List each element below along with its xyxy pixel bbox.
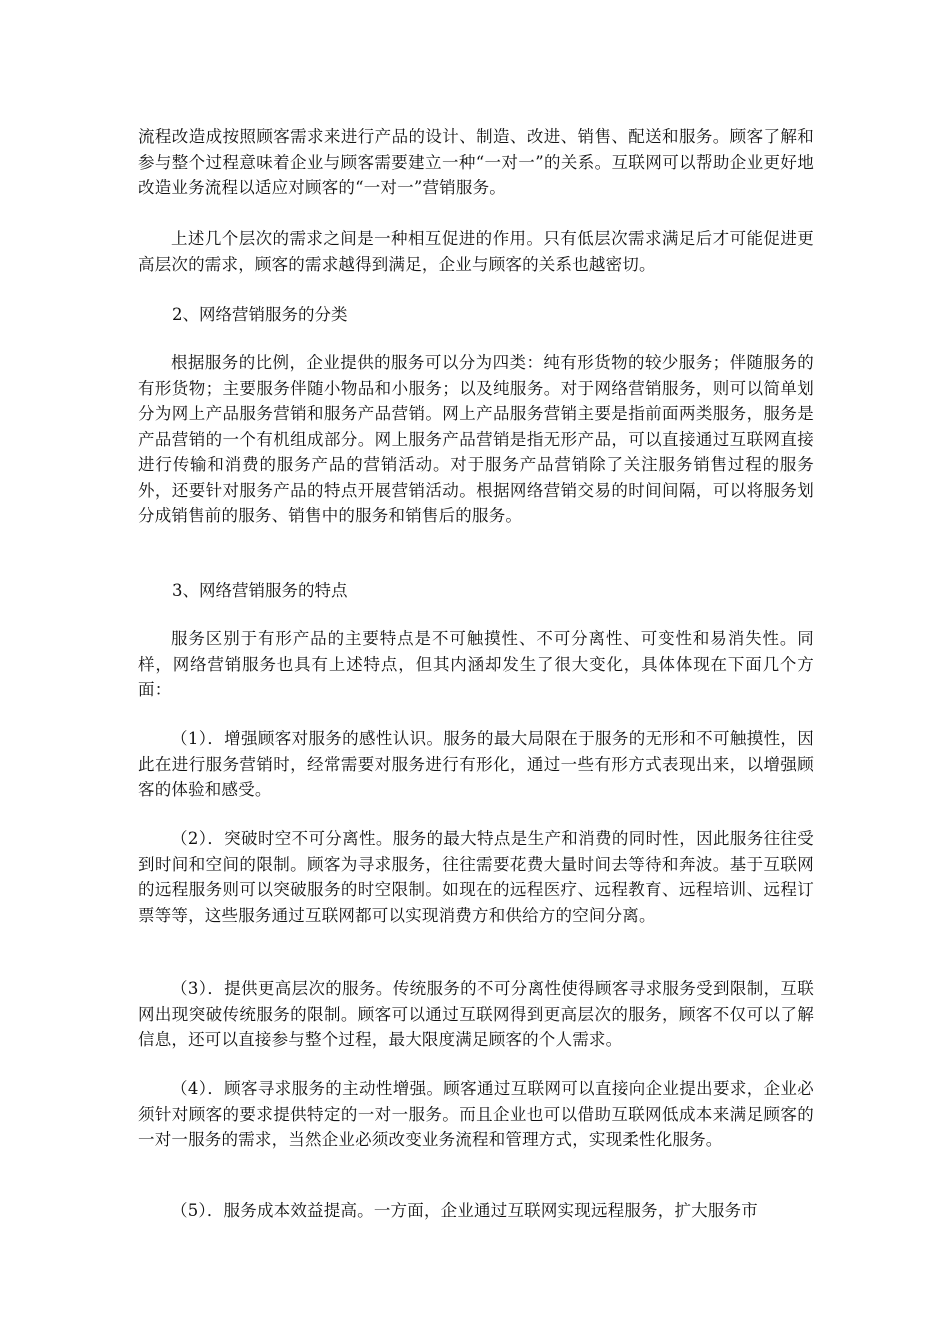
paragraph-service-characteristics: 服务区别于有形产品的主要特点是不可触摸性、不可分离性、可变性和易消失性。同样，网络营销服务也具有上述特点，但其内涵却发生了很大变化，具体体现在下面几个方面：: [138, 629, 814, 699]
paragraph-process-reengineering: 流程改造成按照顾客需求来进行产品的设计、制造、改进、销售、配送和服务。顾客了解和参与整个过程意味着企业与顾客需要建立一种“一对一”的关系。互联网可以帮助企业更好地改造业务流程以适应对顾客的“一对一”营销服务。: [138, 127, 814, 197]
section-heading-characteristics: 3、网络营销服务的特点: [172, 581, 348, 600]
list-item-5: （5）．服务成本效益提高。一方面，企业通过互联网实现远程服务，扩大服务市: [171, 1201, 758, 1220]
list-item-4: （4）．顾客寻求服务的主动性增强。顾客通过互联网可以直接向企业提出要求，企业必须针对顾客的要求提供特定的一对一服务。而且企业也可以借助互联网低成本来满足顾客的一对一服务的需求，当然企业必须改变业务流程和管理方式，实现柔性化服务。: [138, 1079, 814, 1149]
paragraph-needs-levels: 上述几个层次的需求之间是一种相互促进的作用。只有低层次需求满足后才可能促进更高层次的需求，顾客的需求越得到满足，企业与顾客的关系也越密切。: [138, 229, 814, 274]
list-item-1: （1）．增强顾客对服务的感性认识。服务的最大局限在于服务的无形和不可触摸性，因此在进行服务营销时，经常需要对服务进行有形化，通过一些有形方式表现出来，以增强顾客的体验和感受。: [138, 729, 814, 799]
list-item-3: （3）．提供更高层次的服务。传统服务的不可分离性使得顾客寻求服务受到限制，互联网出现突破传统服务的限制。顾客可以通过互联网得到更高层次的服务，顾客不仅可以了解信息，还可以直接参与整个过程，最大限度满足顾客的个人需求。: [138, 979, 814, 1049]
section-heading-classification: 2、网络营销服务的分类: [172, 305, 348, 324]
paragraph-service-classification: 根据服务的比例，企业提供的服务可以分为四类：纯有形货物的较少服务；伴随服务的有形货物；主要服务伴随小物品和小服务；以及纯服务。对于网络营销服务，则可以简单划分为网上产品服务营销和服务产品营销。网上产品服务营销主要是指前面两类服务，服务是产品营销的一个有机组成部分。网上服务产品营销是指无形产品，可以直接通过互联网直接进行传输和消费的服务产品的营销活动。对于服务产品营销除了关注服务销售过程的服务外，还要针对服务产品的特点开展营销活动。根据网络营销交易的时间间隔，可以将服务划分成销售前的服务、销售中的服务和销售后的服务。: [138, 353, 814, 525]
list-item-2: （2）．突破时空不可分离性。服务的最大特点是生产和消费的同时性，因此服务往往受到时间和空间的限制。顾客为寻求服务，往往需要花费大量时间去等待和奔波。基于互联网的远程服务则可以突破服务的时空限制。如现在的远程医疗、远程教育、远程培训、远程订票等等，这些服务通过互联网都可以实现消费方和供给方的空间分离。: [138, 829, 814, 925]
